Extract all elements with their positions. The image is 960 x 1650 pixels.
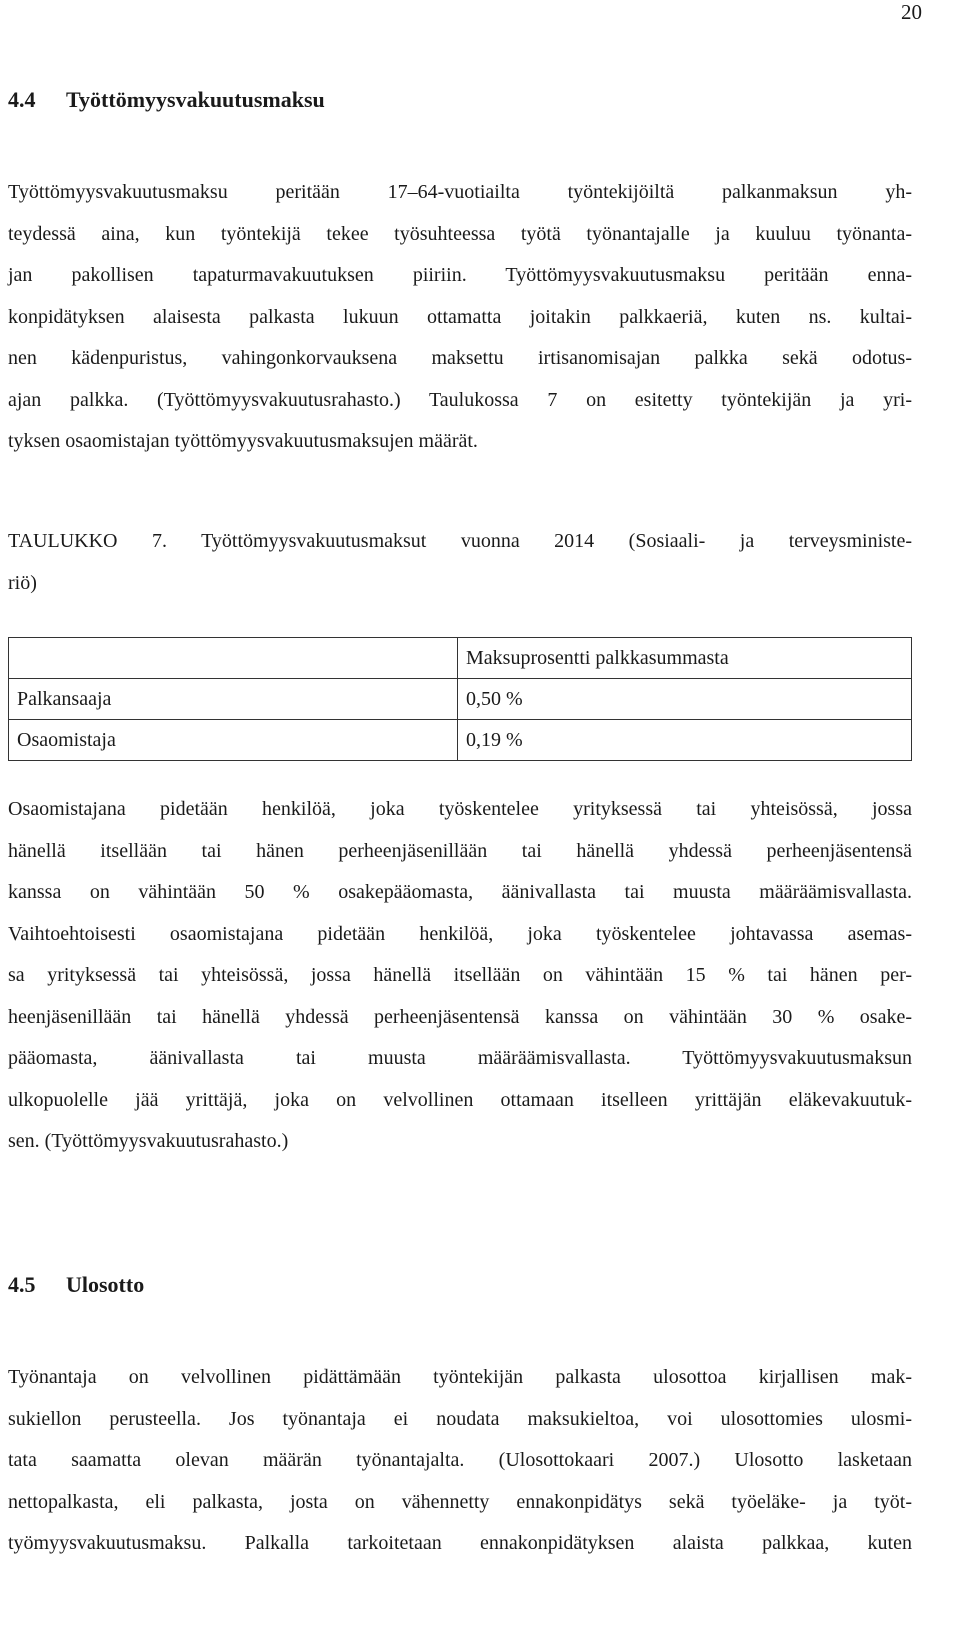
text-line: sa yrityksessä tai yhteisössä, jossa hänellä itsellään on vähintään 15 % tai hänen per- <box>8 964 912 986</box>
text-line: ulkopuolelle jää yrittäjä, joka on velvollinen ottamaan itselleen yrittäjän eläkevakuutuk- <box>8 1088 912 1111</box>
text-line: Työttömyysvakuutusmaksu peritään 17–64-vuotiailta työntekijöiltä palkanmaksun yh- <box>8 181 912 203</box>
table-caption <box>8 520 912 604</box>
text-line: ajan palkka. (Työttömyysvakuutusrahasto.) Taulukossa 7 on esitetty työntekijän ja yri- <box>8 388 912 411</box>
table-cell: Palkansaaja <box>9 679 458 720</box>
text-line: heenjäsenillään tai hänellä yhdessä perheenjäsentensä kanssa on vähintään 30 % osake- <box>8 1005 912 1028</box>
table-row <box>9 679 912 720</box>
body-paragraph-unemployment-fee <box>8 172 912 463</box>
body-paragraph-garnishment <box>8 1357 912 1565</box>
table-header-cell <box>9 638 458 679</box>
table-cell: Osaomistaja <box>9 720 458 761</box>
text-line: konpidätyksen alaisesta palkasta lukuun ottamatta joitakin palkkaeriä, kuten ns. kultai- <box>8 305 912 328</box>
section-number: 4.5 <box>8 1272 36 1297</box>
section-title: Työttömyysvakuutusmaksu <box>66 87 325 112</box>
fee-table <box>8 637 912 761</box>
table-row <box>9 720 912 761</box>
text-line: nettopalkasta, eli palkasta, josta on vähennetty ennakonpidätys sekä työeläke- ja työt- <box>8 1490 912 1513</box>
section-heading-4-4 <box>8 86 325 114</box>
text-line: sukiellon perusteella. Jos työnantaja ei noudata maksukieltoa, voi ulosottomies ulosmi- <box>8 1407 912 1430</box>
text-line: kanssa on vähintään 50 % osakepääomasta, äänivallasta tai muusta määräämisvallasta. <box>8 881 912 903</box>
table-cell: 0,50 % <box>458 679 912 720</box>
table-cell: 0,19 % <box>458 720 912 761</box>
section-heading-4-5 <box>8 1271 144 1299</box>
table-header-cell: Maksuprosentti palkkasummasta <box>458 638 912 679</box>
text-line: sen. (Työttömyysvakuutusrahasto.) <box>8 1130 289 1152</box>
text-line: Osaomistajana pidetään henkilöä, joka työskentelee yrityksessä tai yhteisössä, jossa <box>8 798 912 820</box>
page-number: 20 <box>901 0 922 24</box>
text-line: teydessä aina, kun työntekijä tekee työsuhteessa työtä työnantajalle ja kuuluu työnanta- <box>8 222 912 245</box>
text-line: tata saamatta olevan määrän työnantajalta. (Ulosottokaari 2007.) Ulosotto lasketaan <box>8 1449 912 1471</box>
caption-line: TAULUKKO 7. Työttömyysvakuutusmaksut vuonna 2014 (Sosiaali- ja terveysministe- <box>8 530 912 552</box>
section-title: Ulosotto <box>66 1272 145 1297</box>
caption-line: riö) <box>8 572 37 594</box>
body-paragraph-part-owner <box>8 789 912 1163</box>
text-line: Työnantaja on velvollinen pidättämään työntekijän palkasta ulosottoa kirjallisen mak- <box>8 1366 912 1388</box>
text-line: tyksen osaomistajan työttömyysvakuutusmaksujen määrät. <box>8 430 478 452</box>
text-line: jan pakollisen tapaturmavakuutuksen piiriin. Työttömyysvakuutusmaksu peritään enna- <box>8 264 912 286</box>
text-line: pääomasta, äänivallasta tai muusta määräämisvallasta. Työttömyysvakuutusmaksun <box>8 1047 912 1069</box>
table-header-row <box>9 638 912 679</box>
text-line: työmyysvakuutusmaksu. Palkalla tarkoitetaan ennakonpidätyksen alaista palkkaa, kuten <box>8 1532 912 1554</box>
text-line: Vaihtoehtoisesti osaomistajana pidetään henkilöä, joka työskentelee johtavassa asemas- <box>8 922 912 945</box>
section-number: 4.4 <box>8 87 36 112</box>
text-line: hänellä itsellään tai hänen perheenjäsenillään tai hänellä yhdessä perheenjäsentensä <box>8 839 912 862</box>
text-line: nen kädenpuristus, vahingonkorvauksena maksettu irtisanomisajan palkka sekä odotus- <box>8 347 912 369</box>
